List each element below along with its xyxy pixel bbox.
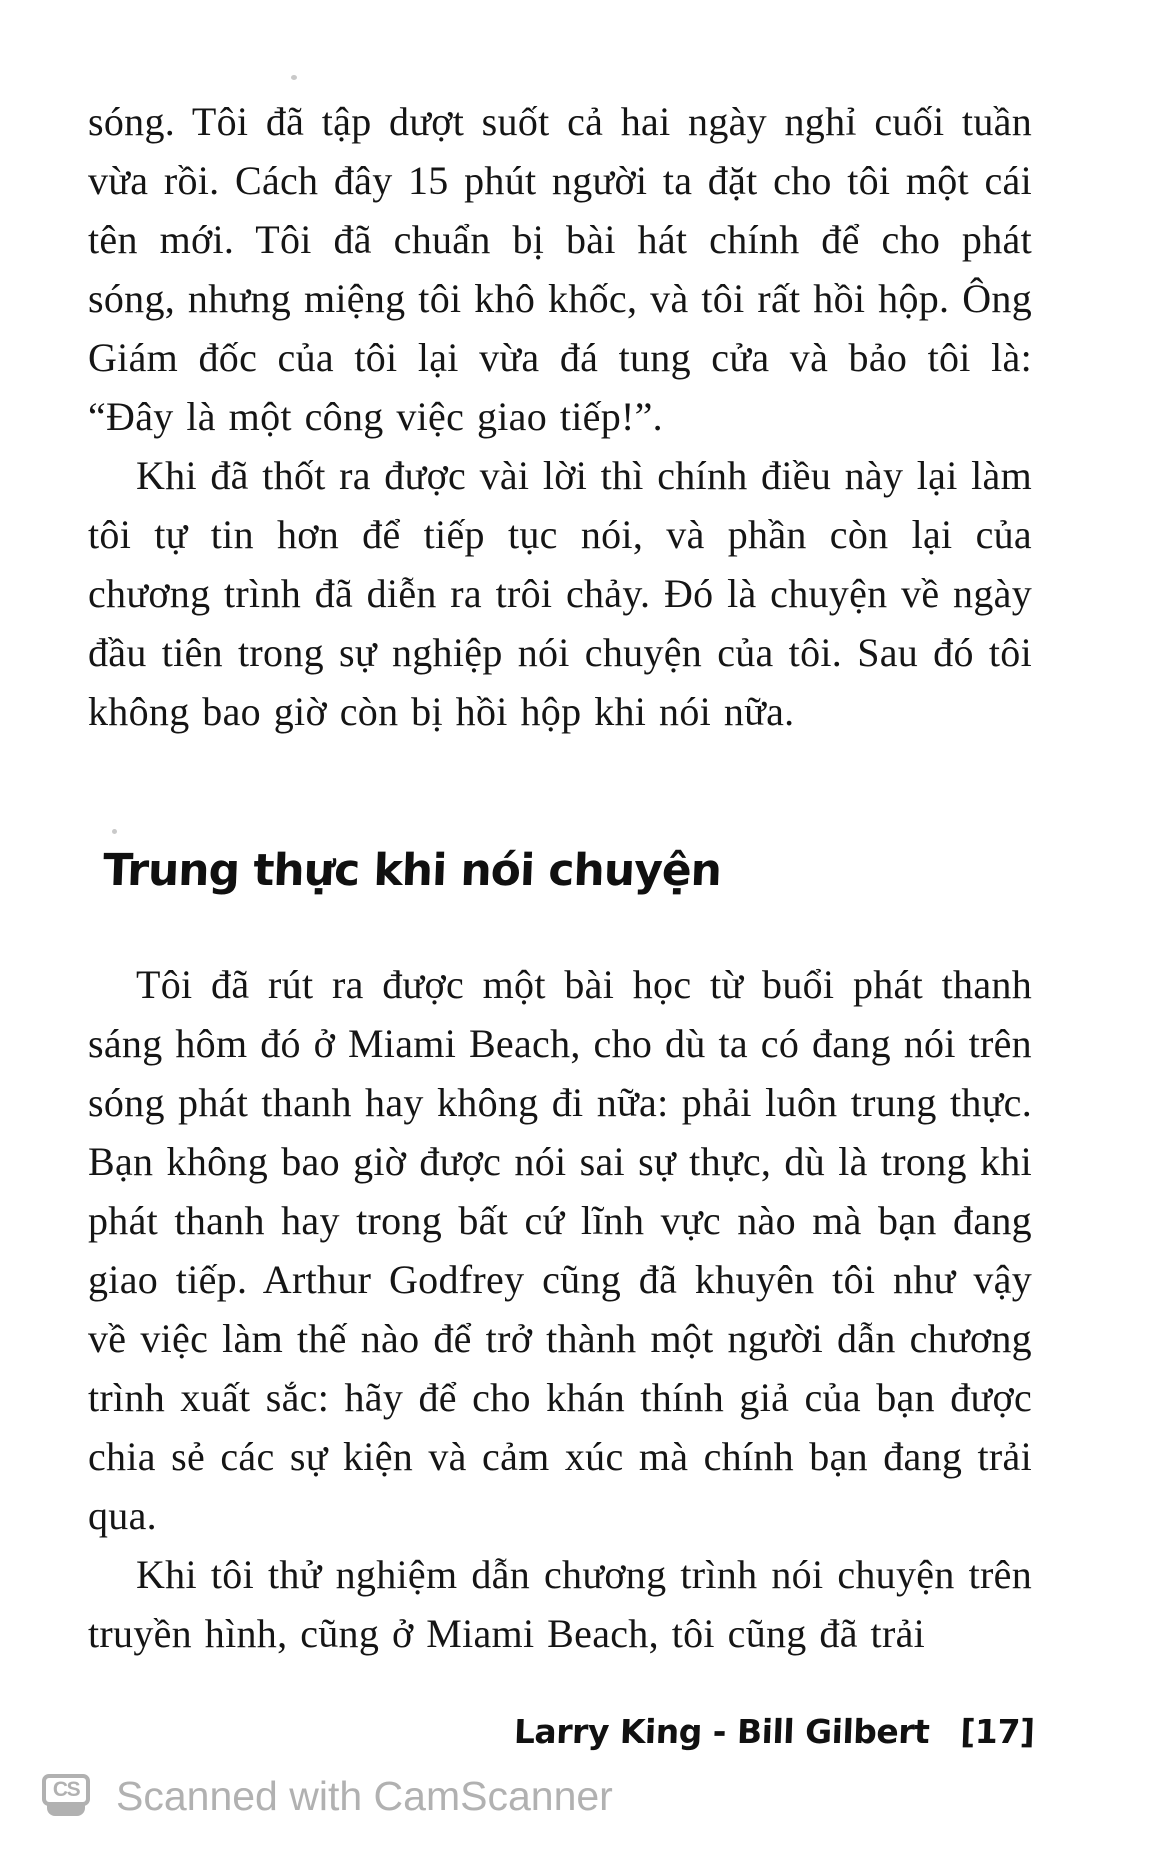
scan-speck <box>291 75 297 80</box>
body-paragraph: Tôi đã rút ra được một bài học từ buổi phát thanh sáng hôm đó ở Miami Beach, cho dù ta có đang nói trên sóng phát thanh hay không đi nữa: phải luôn trung thực. Bạn không bao giờ được nói sai sự thực, dù là trong khi phát thanh hay trong bất cứ lĩnh vực nào mà bạn đang giao tiếp. Arthur Godfrey cũng đã khuyên tôi như vậy về việc làm thế nào để trở thành một người dẫn chương trình xuất sắc: hãy để cho khán thính giả của bạn được chia sẻ các sự kiện và cảm xúc mà chính bạn đang trải qua. <box>88 962 1032 1538</box>
body-paragraph: Khi tôi thử nghiệm dẫn chương trình nói chuyện trên truyền hình, cũng ở Miami Beach, tôi cũng đã trải <box>88 1552 1032 1656</box>
section-heading: Trung thực khi nói chuyện <box>102 845 722 896</box>
page-text-block <box>88 92 1032 1663</box>
camscanner-logo-tab <box>47 1803 85 1816</box>
body-paragraph: sóng. Tôi đã tập dượt suốt cả hai ngày nghỉ cuối tuần vừa rồi. Cách đây 15 phút người ta đặt cho tôi một cái tên mới. Tôi đã chuẩn bị bài hát chính để cho phát sóng, nhưng miệng tôi khô khốc, và tôi rất hồi hộp. Ông Giám đốc của tôi lại vừa đá tung cửa và bảo tôi là: “Đây là một công việc giao tiếp!”. <box>88 99 1032 439</box>
footer-page-number: [17] <box>959 1712 1035 1751</box>
camscanner-watermark <box>42 1774 613 1818</box>
camscanner-logo-icon <box>42 1774 90 1816</box>
running-footer <box>513 1712 1035 1751</box>
camscanner-logo-letters: CS <box>42 1774 90 1806</box>
body-paragraph: Khi đã thốt ra được vài lời thì chính điều này lại làm tôi tự tin hơn để tiếp tục nói, và phần còn lại của chương trình đã diễn ra trôi chảy. Đó là chuyện về ngày đầu tiên trong sự nghiệp nói chuyện của tôi. Sau đó tôi không bao giờ còn bị hồi hộp khi nói nữa. <box>88 453 1032 734</box>
watermark-label: Scanned with CamScanner <box>116 1773 613 1819</box>
footer-authors: Larry King - Bill Gilbert <box>512 1712 930 1751</box>
